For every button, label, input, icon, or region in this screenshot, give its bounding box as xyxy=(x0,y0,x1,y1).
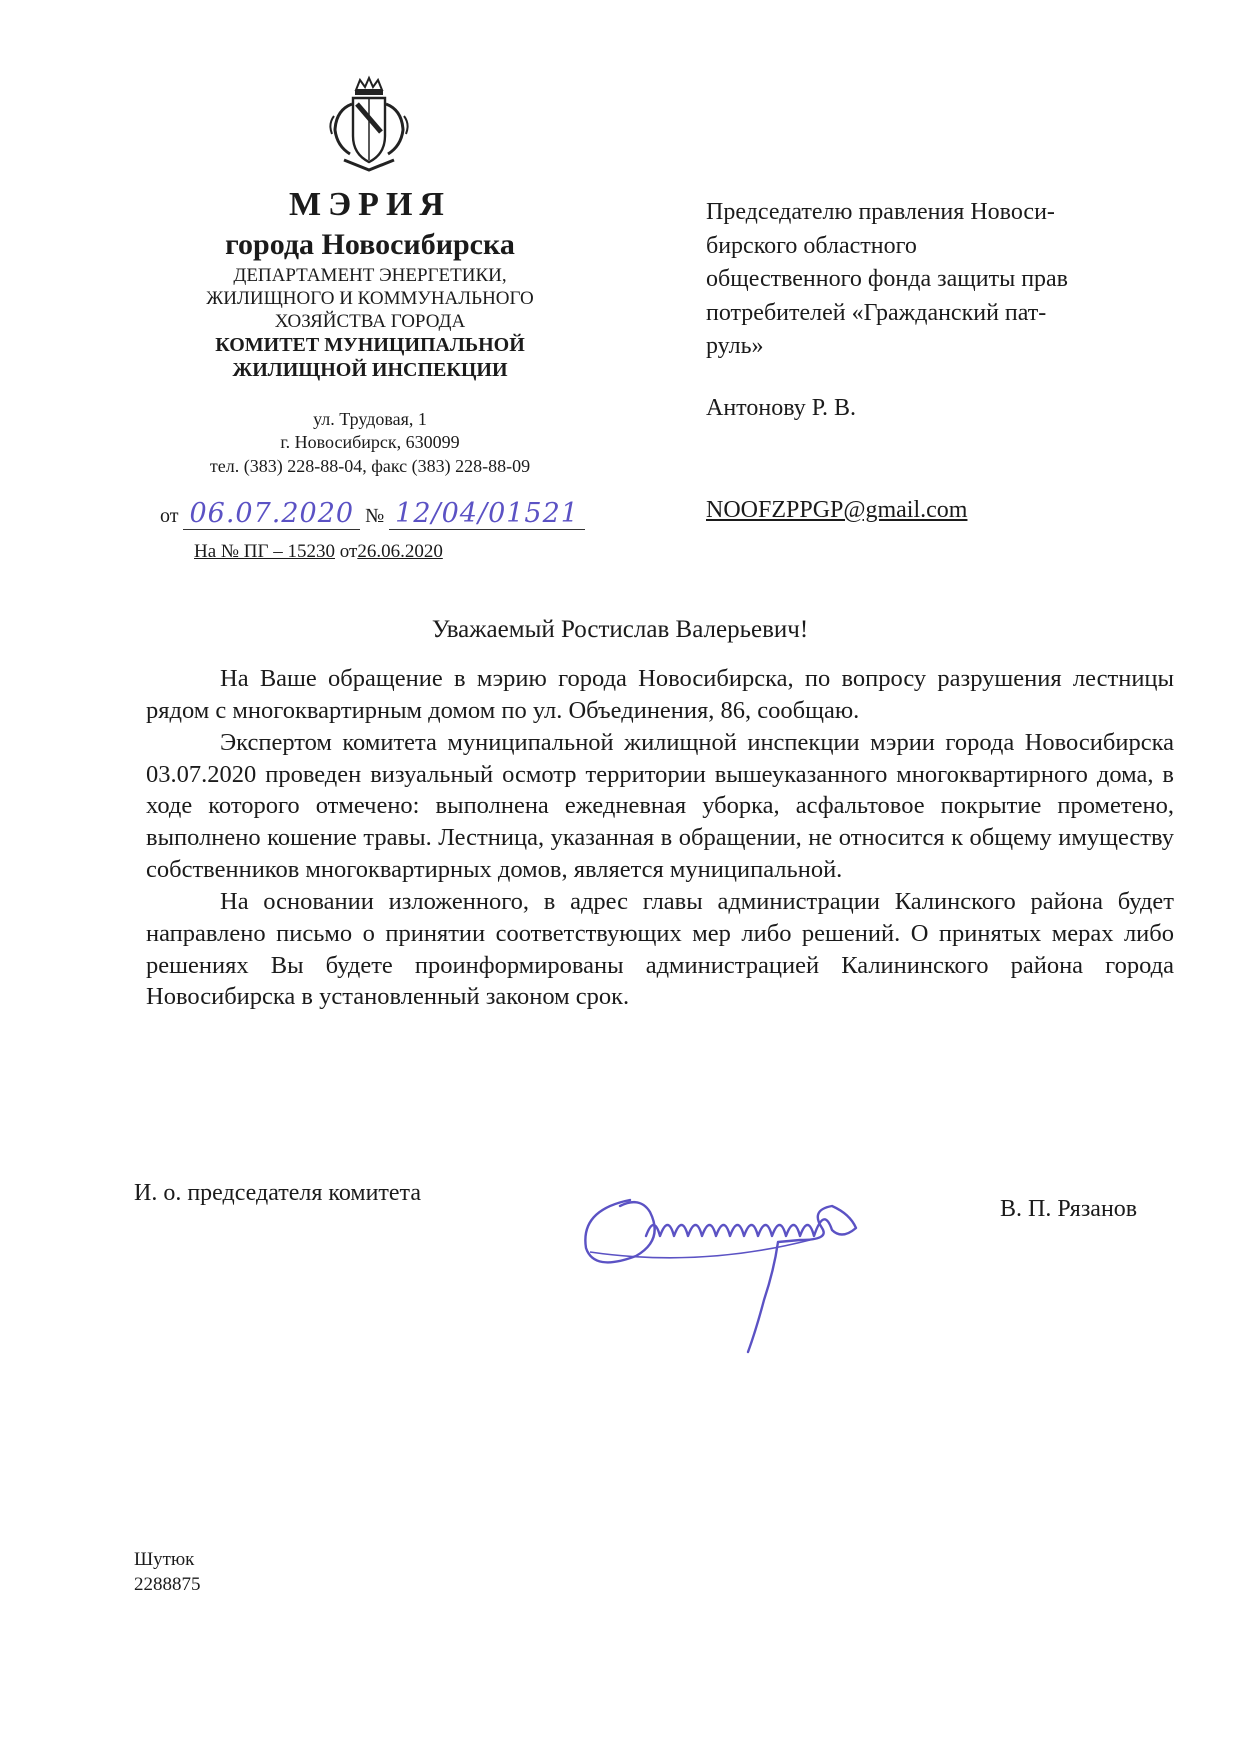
committee-line: КОМИТЕТ МУНИЦИПАЛЬНОЙ xyxy=(215,334,525,357)
letter-paragraph: На основании изложенного, в адрес главы администрации Калинского района будет направлено письмо о принятии соответствующих мер либо решений. О принятых мерах либо решениях Вы будете проинформированы администрацией Калининского района города Новосибирска в установленный законом срок. xyxy=(146,887,1174,1011)
ref-from-label: от xyxy=(339,541,358,562)
recipient-line: Председателю правления Новоси- xyxy=(706,199,1055,225)
signatory-name: В. П. Рязанов xyxy=(1000,1196,1138,1222)
reg-number: 12/04/01521 xyxy=(389,498,585,530)
department-line: ЖИЛИЩНОГО И КОММУНАЛЬНОГО xyxy=(206,287,534,309)
committee-line: ЖИЛИЩНОЙ ИНСПЕКЦИИ xyxy=(232,358,508,381)
recipient-block xyxy=(706,196,1166,426)
recipient-line: общественного фонда защиты прав xyxy=(706,266,1069,293)
ref-date: 26.06.2020 xyxy=(357,541,443,562)
letter-paragraph: На Ваше обращение в мэрию города Новосибирска, по вопросу разрушения лестницы рядом с многоквартирным домом по ул. Объединения, 86, сообщаю. xyxy=(146,665,1174,724)
letter-greeting: Уважаемый Ростислав Валерьевич! xyxy=(431,616,809,643)
department-line: ДЕПАРТАМЕНТ ЭНЕРГЕТИКИ, xyxy=(233,264,507,286)
handwritten-signature xyxy=(560,1140,940,1360)
department-name xyxy=(130,264,610,334)
letter-body xyxy=(146,663,1174,1013)
header-title: МЭРИЯ xyxy=(289,186,451,223)
executor-name: Шутюк xyxy=(134,1549,195,1570)
recipient-line: бирского областного xyxy=(706,232,917,259)
committee-name xyxy=(130,333,610,382)
recipient-line: потребителей «Гражданский пат- xyxy=(706,299,1047,326)
sender-address xyxy=(140,408,600,478)
sender-header xyxy=(130,186,610,382)
header-city: города Новосибирска xyxy=(225,228,515,262)
executor-info xyxy=(134,1548,201,1597)
address-city: г. Новосибирск, 630099 xyxy=(280,432,460,453)
recipient-email[interactable]: NOOFZPPGP@gmail.com xyxy=(706,497,968,523)
department-line: ХОЗЯЙСТВА ГОРОДА xyxy=(274,311,466,333)
signatory-role: И. о. председателя комитета xyxy=(134,1180,421,1206)
address-phone: тел. (383) 228-88-04, факс (383) 228-88-09 xyxy=(209,455,531,476)
recipient-name: Антонову Р. В. xyxy=(706,394,857,421)
recipient-line: руль» xyxy=(706,333,764,360)
reg-date: 06.07.2020 xyxy=(183,498,360,530)
letter-paragraph: Экспертом комитета муниципальной жилищной инспекции мэрии города Новосибирска 03.07.2020 проведен визуальный осмотр территории вышеуказанного многоквартирного дома, в ходе которого отмечено: выполнена ежедневная уборка, асфальтовое покрытие прометено, выполнено кошение травы. Лестница, указанная в обращении, не относится к общему имуществу собственников многоквартирных домов, является муниципальной. xyxy=(146,728,1174,884)
ref-number: На № ПГ – 15230 xyxy=(194,541,335,562)
registration-line xyxy=(160,498,585,529)
reg-number-label: № xyxy=(365,505,385,527)
coat-of-arms-icon xyxy=(326,74,412,176)
reg-from-label: от xyxy=(160,505,179,527)
reference-line xyxy=(194,541,443,563)
executor-phone: 2288875 xyxy=(134,1573,201,1595)
address-street: ул. Трудовая, 1 xyxy=(313,409,427,429)
